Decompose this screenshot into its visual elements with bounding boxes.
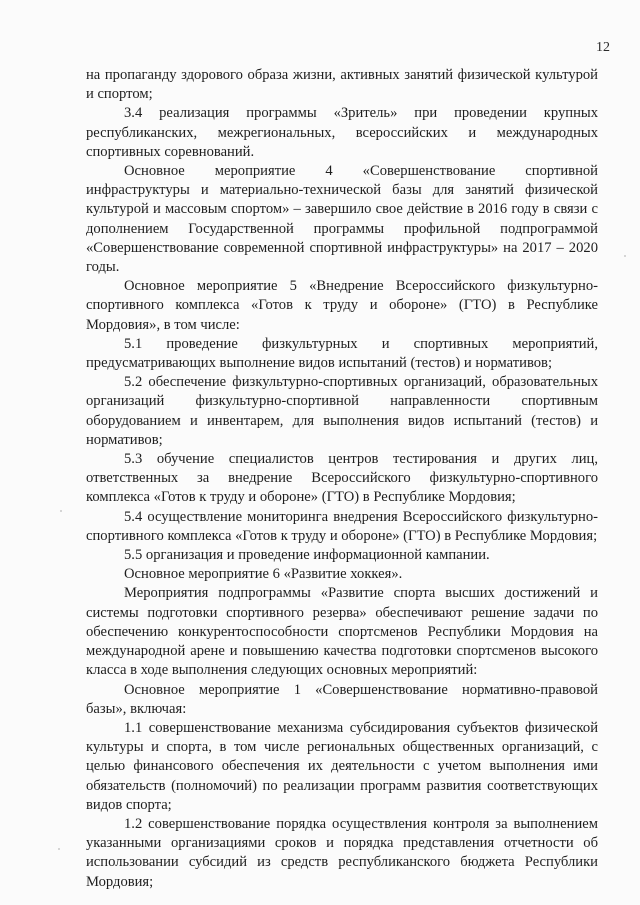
paragraph: Основное мероприятие 1 «Совершенствование нормативно-правовой базы», включая: bbox=[86, 681, 598, 717]
paragraph: 5.3 обучение специалистов центров тестирования и других лиц, ответственных за внедрение Всероссийского физкультурно-спортивного комплекса «Готов к труду и обороне» (ГТО) в Республике Мордовия; bbox=[86, 451, 598, 506]
scan-speck bbox=[60, 510, 62, 512]
paragraph: 1.2 совершенствование порядка осуществления контроля за выполнением указанными организациями сроков и порядка представления отчетности об использовании субсидий из средств республиканского бюджета Республики Мордовия; bbox=[86, 815, 598, 890]
scan-speck bbox=[624, 255, 626, 257]
paragraph: 5.4 осуществление мониторинга внедрения Всероссийского физкультурно-спортивного комплекса «Готов к труду и обороне» (ГТО) в Республике Мордовия; bbox=[86, 508, 598, 544]
paragraph: на пропаганду здорового образа жизни, активных занятий физической культурой и спортом; bbox=[86, 67, 598, 103]
paragraph: Основное мероприятие 6 «Развитие хоккея». bbox=[124, 566, 403, 583]
body-text bbox=[86, 66, 598, 892]
paragraph: 3.4 реализация программы «Зритель» при проведении крупных республиканских, межрегиональных, всероссийских и международных спортивных соревнований. bbox=[86, 105, 598, 160]
paragraph: 5.5 организация и проведение информационной кампании. bbox=[124, 547, 490, 564]
paragraph: 5.1 проведение физкультурных и спортивных мероприятий, предусматривающих выполнение видов испытаний (тестов) и нормативов; bbox=[86, 335, 598, 372]
scan-speck bbox=[58, 848, 60, 850]
paragraph: Мероприятия подпрограммы «Развитие спорта высших достижений и системы подготовки спортивного резерва» обеспечивают решение задачи по обеспечению конкурентоспособности спортсменов Республики Мордовия на международной арене и повышению качества подготовки спортсменов высокого класса в ходе выполнения следующих основных мероприятий: bbox=[86, 585, 598, 679]
paragraph: Основное мероприятие 4 «Совершенствование спортивной инфраструктуры и материально-технической базы для занятий физической культурой и массовым спортом» – завершило свое действие в 2016 году в связи с дополнением Государственной программы профильной подпрограммой «Совершенствование современной спортивной инфраструктуры» на 2017 – 2020 годы. bbox=[86, 163, 598, 276]
paragraph: Основное мероприятие 5 «Внедрение Всероссийского физкультурно-спортивного комплекса «Готов к труду и обороне» (ГТО) в Республике Мордовия», в том числе: bbox=[86, 278, 598, 333]
paragraph: 1.1 совершенствование механизма субсидирования субъектов физической культуры и спорта, в том числе региональных общественных организаций, с целью финансового обеспечения их деятельности с учетом выполнения ими обязательств (полномочий) по реализации программ развития соответствующих видов спорта; bbox=[86, 719, 598, 813]
paragraph: 5.2 обеспечение физкультурно-спортивных организаций, образовательных организаций физкультурно-спортивной направленности спортивным оборудованием и инвентарем, для выполнения видов испытаний (тестов) и нормативов; bbox=[86, 374, 598, 448]
page-number: 12 bbox=[596, 40, 610, 55]
